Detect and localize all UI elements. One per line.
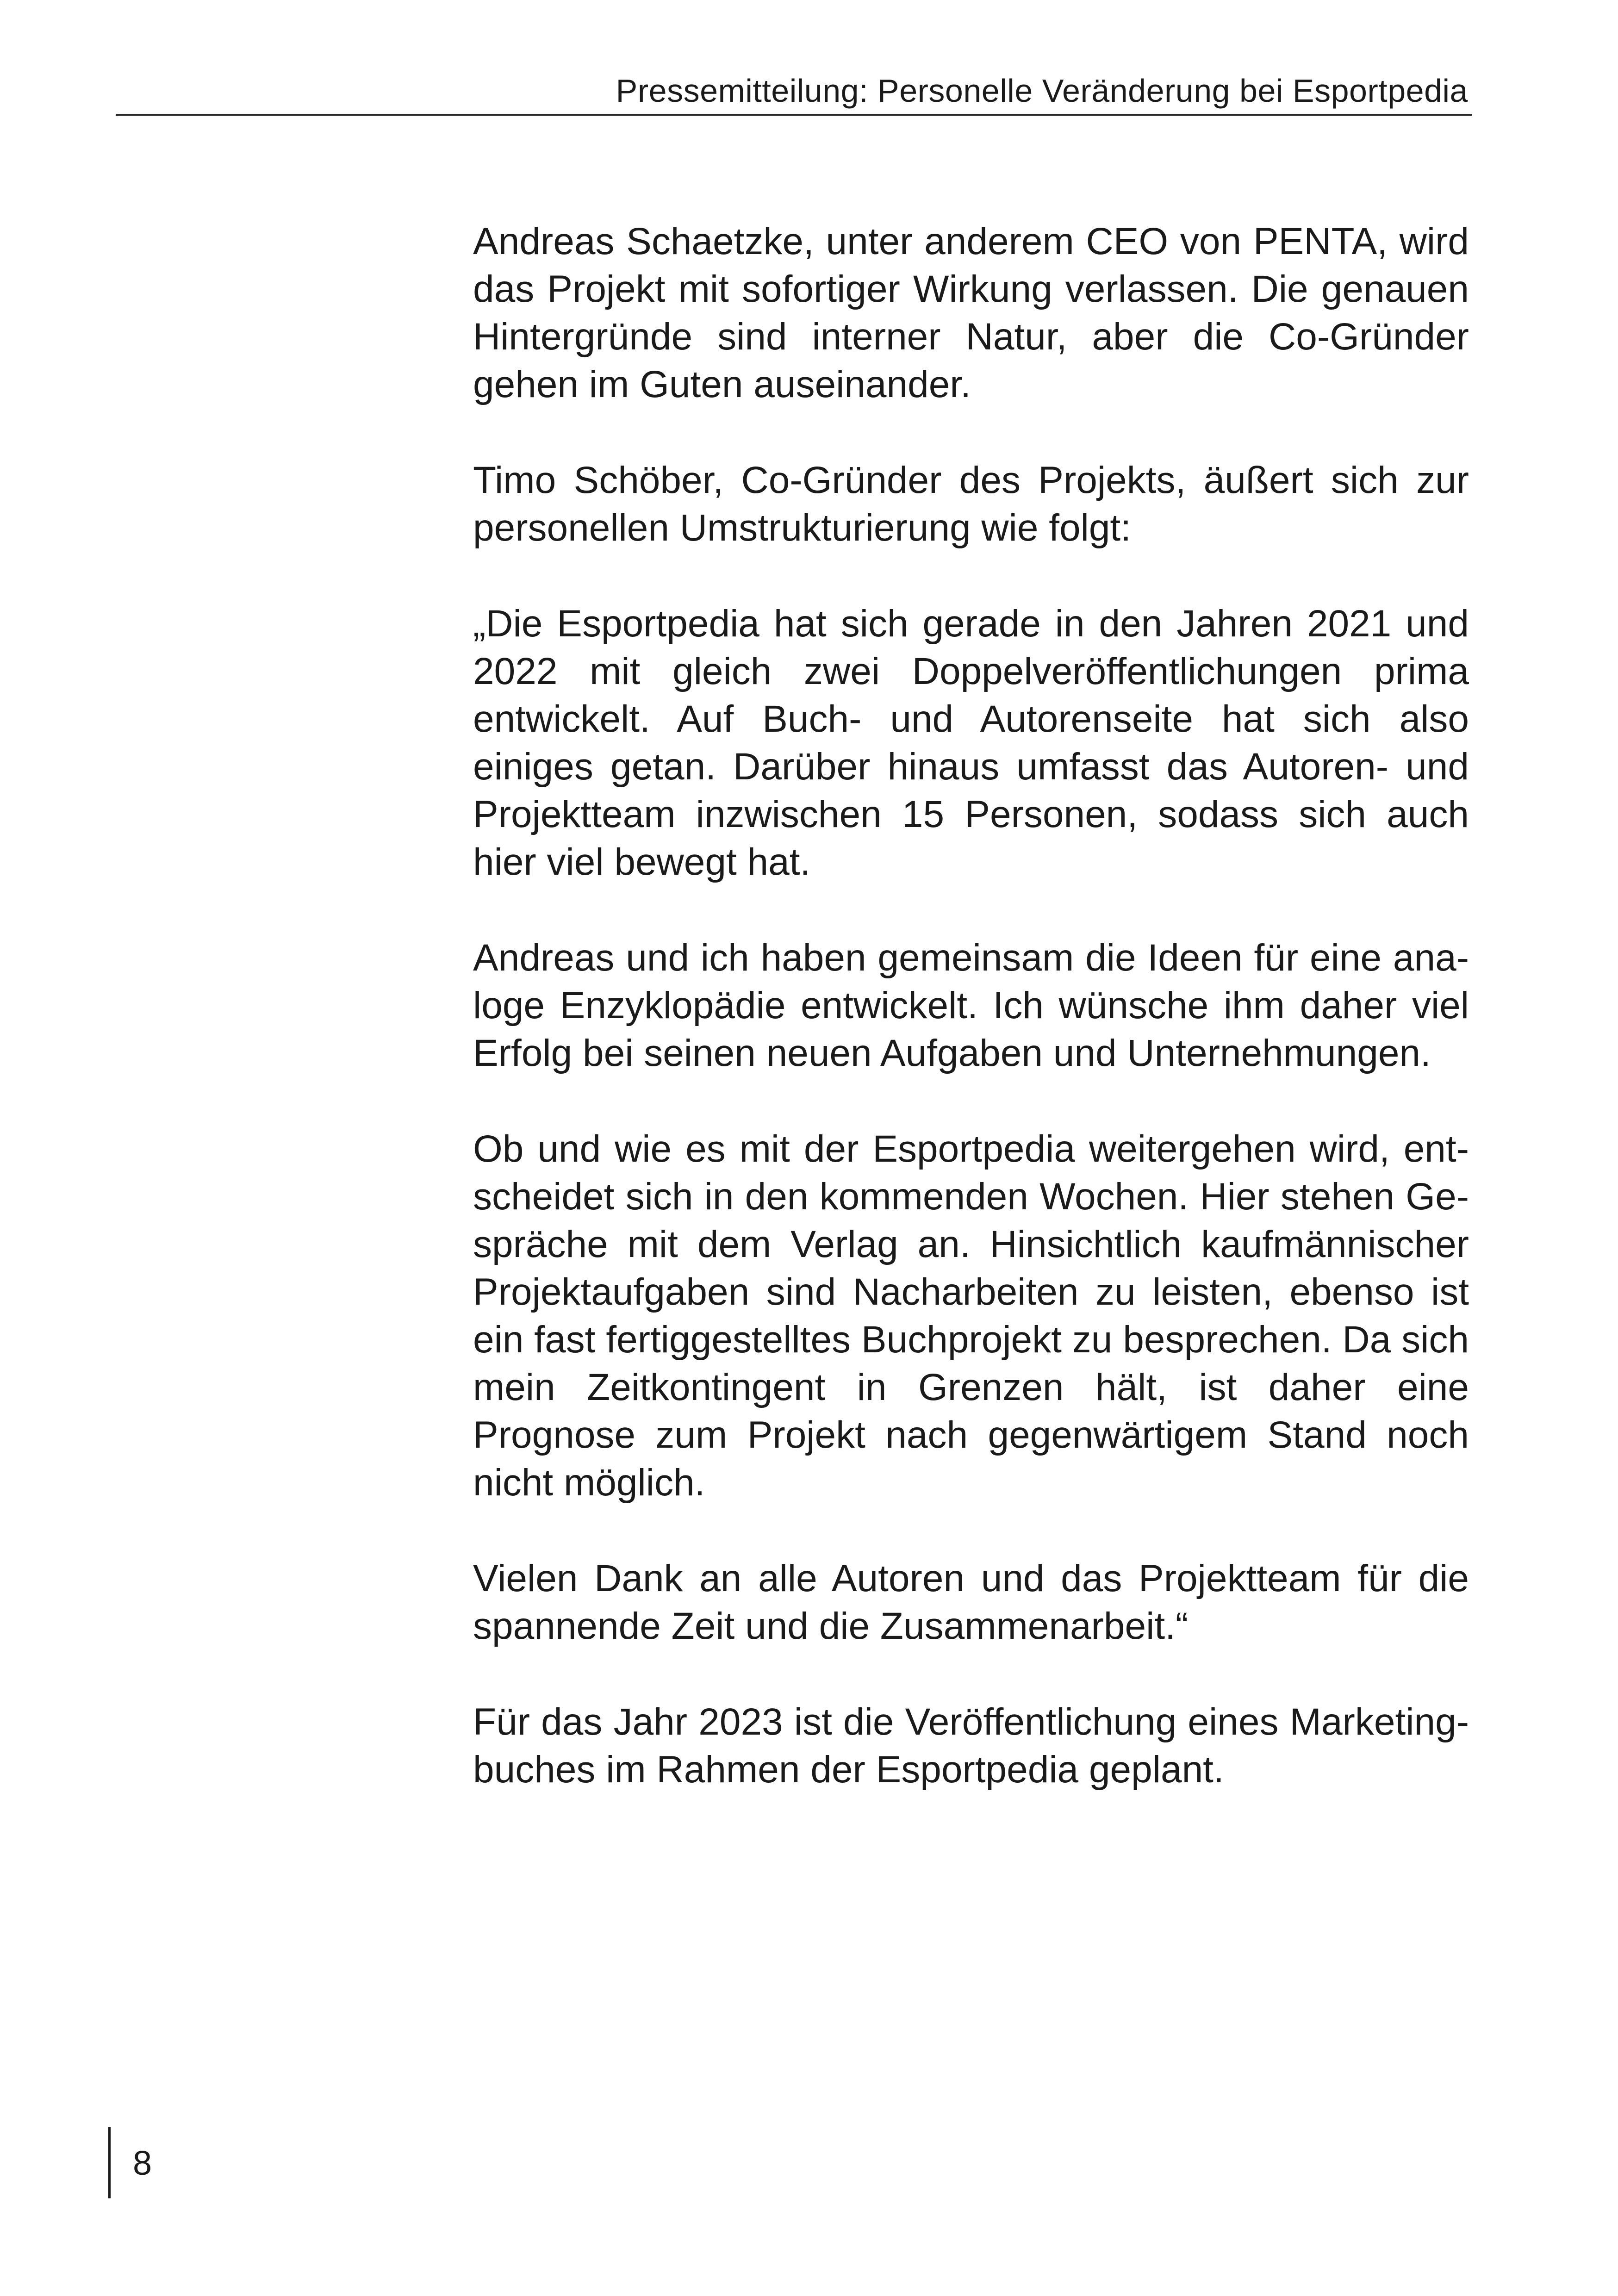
press-release-body	[473, 218, 1469, 1842]
paragraph-departure-announcement: Andreas Schaetzke, unter anderem CEO von PENTA, wird das Projekt mit sofortiger Wirkung verlassen. Die genauen Hintergründe sind interner Natur, aber die Co-Gründer gehen im Guten auseinander.	[473, 220, 1469, 405]
paragraph-quote-thanks: Vielen Dank an alle Autoren und das Projektteam für die spannende Zeit und die Zusammenarbeit.“	[473, 1557, 1469, 1647]
page-number-marker	[108, 2127, 152, 2198]
paragraph-quote-wishes: Andreas und ich haben gemeinsam die Ideen für eine analoge Enzyklopädie entwickelt. Ich wünsche ihm daher viel Erfolg bei seinen neuen Aufgaben und Unternehmungen.	[473, 937, 1469, 1074]
paragraph-statement-intro: Timo Schöber, Co-Gründer des Projekts, äußert sich zur personellen Umstrukturierung wie folgt:	[473, 459, 1469, 549]
paragraph-plans-2023: Für das Jahr 2023 ist die Veröffentlichung eines Marketingbuches im Rahmen der Esportpedia geplant.	[473, 1701, 1469, 1791]
paragraph-quote-outlook: Ob und wie es mit der Esportpedia weitergehen wird, entscheidet sich in den kommenden Wochen. Hier stehen Gespräche mit dem Verlag an. Hinsichtlich kaufmännischer Projektaufgaben sind Nacharbeiten zu leisten, ebenso ist ein fast fertiggestelltes Buchprojekt zu besprechen. Da sich mein Zeitkontingent in Grenzen hält, ist daher eine Prognose zum Projekt nach gegenwärtigem Stand noch nicht möglich.	[473, 1128, 1469, 1504]
running-header-title: Pressemitteilung: Personelle Veränderung bei Esportpedia	[616, 73, 1468, 109]
running-header	[116, 69, 1472, 116]
page-number: 8	[133, 2144, 152, 2182]
paragraph-quote-development: „Die Esportpedia hat sich gerade in den Jahren 2021 und 2022 mit gleich zwei Doppelveröffentlichungen prima entwickelt. Auf Buch- und Autorenseite hat sich also einiges getan. Darüber hinaus umfasst das Autoren- und Projektteam inzwischen 15 Personen, sodass sich auch hier viel bewegt hat.	[473, 603, 1469, 883]
